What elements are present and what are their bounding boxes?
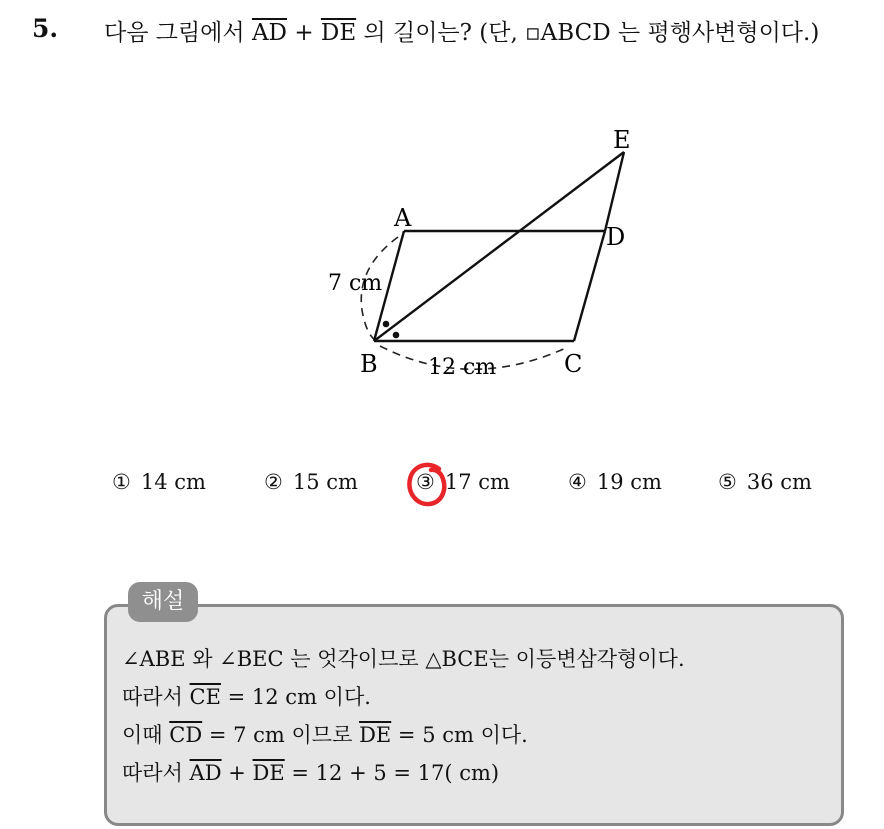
choice-5-mark: ⑤ — [718, 470, 737, 494]
point-label-b: B — [360, 350, 378, 378]
choice-1[interactable] — [112, 470, 206, 494]
question-text-part1: 다음 그림에서 — [104, 20, 245, 46]
point-label-a: A — [394, 204, 412, 232]
choice-5-value: 36 cm — [746, 470, 812, 494]
choice-1-value: 14 cm — [140, 470, 206, 494]
choice-2-value: 15 cm — [292, 470, 358, 494]
solution-segment-de-2: $\overline{DE}$ — [252, 761, 285, 785]
question-number: 5. — [32, 14, 59, 43]
solution-segment-de: $\overline{DE}$ — [359, 723, 392, 747]
solution-segment-cd: $\overline{CD}$ — [169, 723, 203, 747]
solution-line-1: ∠ABE 와 ∠BEC 는 엇각이므로 △BCE는 이등변삼각형이다. — [122, 647, 685, 671]
solution-segment-ce: $\overline{CE}$ — [189, 685, 221, 709]
solution-line-3-suffix: = 5 cm 이다. — [397, 723, 528, 747]
solution-text — [122, 640, 842, 792]
choice-2[interactable] — [264, 470, 358, 494]
answer-circle-mark — [405, 461, 451, 509]
angle-mark-dot-2 — [393, 332, 400, 339]
solution-line-4-suffix: = 12 + 5 = 17( cm) — [291, 761, 500, 785]
solution-line-4-prefix: 따라서 — [122, 761, 183, 785]
choice-2-mark: ② — [264, 470, 283, 494]
choice-4-mark: ④ — [568, 470, 587, 494]
choice-3-value: 17 cm — [444, 470, 510, 494]
solution-segment-ad: $\overline{AD}$ — [189, 761, 222, 785]
answer-choices — [108, 470, 848, 504]
length-label-ab: 7 cm — [328, 271, 383, 296]
choice-1-mark: ① — [112, 470, 131, 494]
solution-line-2-suffix: = 12 cm 이다. — [227, 685, 371, 709]
segment-be-line — [374, 152, 624, 341]
solution-line-3-mid: = 7 cm 이므로 — [208, 723, 353, 747]
solution-line-2 — [122, 678, 842, 716]
solution-line-4 — [122, 754, 842, 792]
choice-3-mark: ③ — [416, 470, 435, 494]
solution-line-4-plus: + — [228, 761, 246, 785]
angle-mark-dot-1 — [383, 321, 390, 328]
length-label-bc: 12 cm — [428, 355, 497, 380]
segment-de: $\overline{DE}$ — [320, 20, 357, 46]
segment-ad: $\overline{AD}$ — [251, 20, 287, 46]
solution-line-2-prefix: 따라서 — [122, 685, 183, 709]
question-text-part2: 의 길이는? (단, ▫ABCD 는 평행사변형이다.) — [363, 20, 820, 46]
plus-sign: + — [294, 20, 314, 46]
solution-line-3-prefix: 이때 — [122, 723, 163, 747]
choice-5[interactable] — [718, 470, 812, 494]
choice-4[interactable] — [568, 470, 662, 494]
solution-tab-label: 해설 — [128, 582, 198, 622]
side-cd — [574, 231, 605, 341]
point-label-c: C — [564, 350, 583, 378]
choice-4-value: 19 cm — [596, 470, 662, 494]
solution-line-3 — [122, 716, 842, 754]
point-label-d: D — [606, 223, 626, 251]
point-label-e: E — [613, 126, 631, 154]
